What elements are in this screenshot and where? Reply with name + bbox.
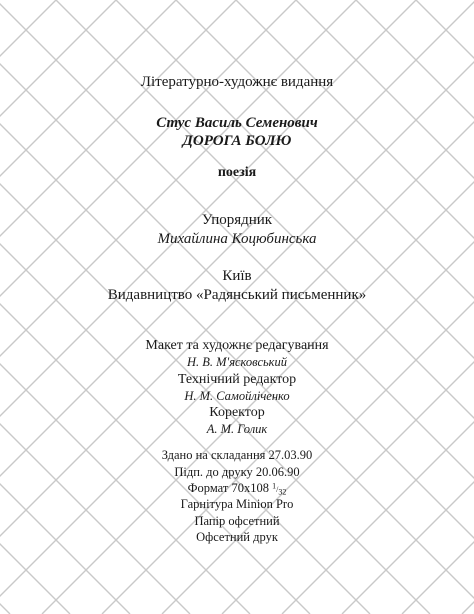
typeface: Гарнітура Minion Pro: [180, 497, 294, 511]
publisher-name: Видавництво «Радянський письменник»: [107, 287, 367, 303]
book-title: ДОРОГА БОЛЮ: [182, 133, 292, 149]
format-denominator: 32: [278, 487, 287, 497]
author-name: Стус Василь Семенович: [156, 115, 318, 131]
edition-type: Літературно-художнє видання: [140, 74, 334, 90]
format-line: [0, 481, 474, 497]
compiler-label: Упорядник: [201, 212, 273, 228]
printing-method: Офсетний друк: [196, 530, 278, 544]
publisher-city: Київ: [222, 268, 252, 284]
tech-editor-name: Н. М. Самойліченко: [184, 389, 290, 403]
genre: поезія: [217, 165, 257, 180]
format-numerator: 1: [272, 481, 277, 491]
signed-date: Підп. до друку 20.06.90: [174, 465, 300, 479]
paper-type: Папір офсетний: [194, 514, 280, 528]
proofreader-label: Коректор: [209, 405, 265, 420]
layout-label: Макет та художнє редагування: [145, 338, 329, 353]
submitted-date: Здано на складання 27.03.90: [161, 448, 313, 462]
tech-editor-label: Технічний редактор: [177, 372, 297, 387]
format-fraction: $^1/_{32}$: [272, 481, 287, 497]
compiler-name: Михайлина Коцюбинська: [157, 231, 317, 247]
proofreader-name: А. М. Голик: [206, 422, 268, 436]
format-prefix: Формат 70х108: [187, 481, 269, 495]
layout-name: Н. В. М'ясковський: [186, 355, 288, 369]
